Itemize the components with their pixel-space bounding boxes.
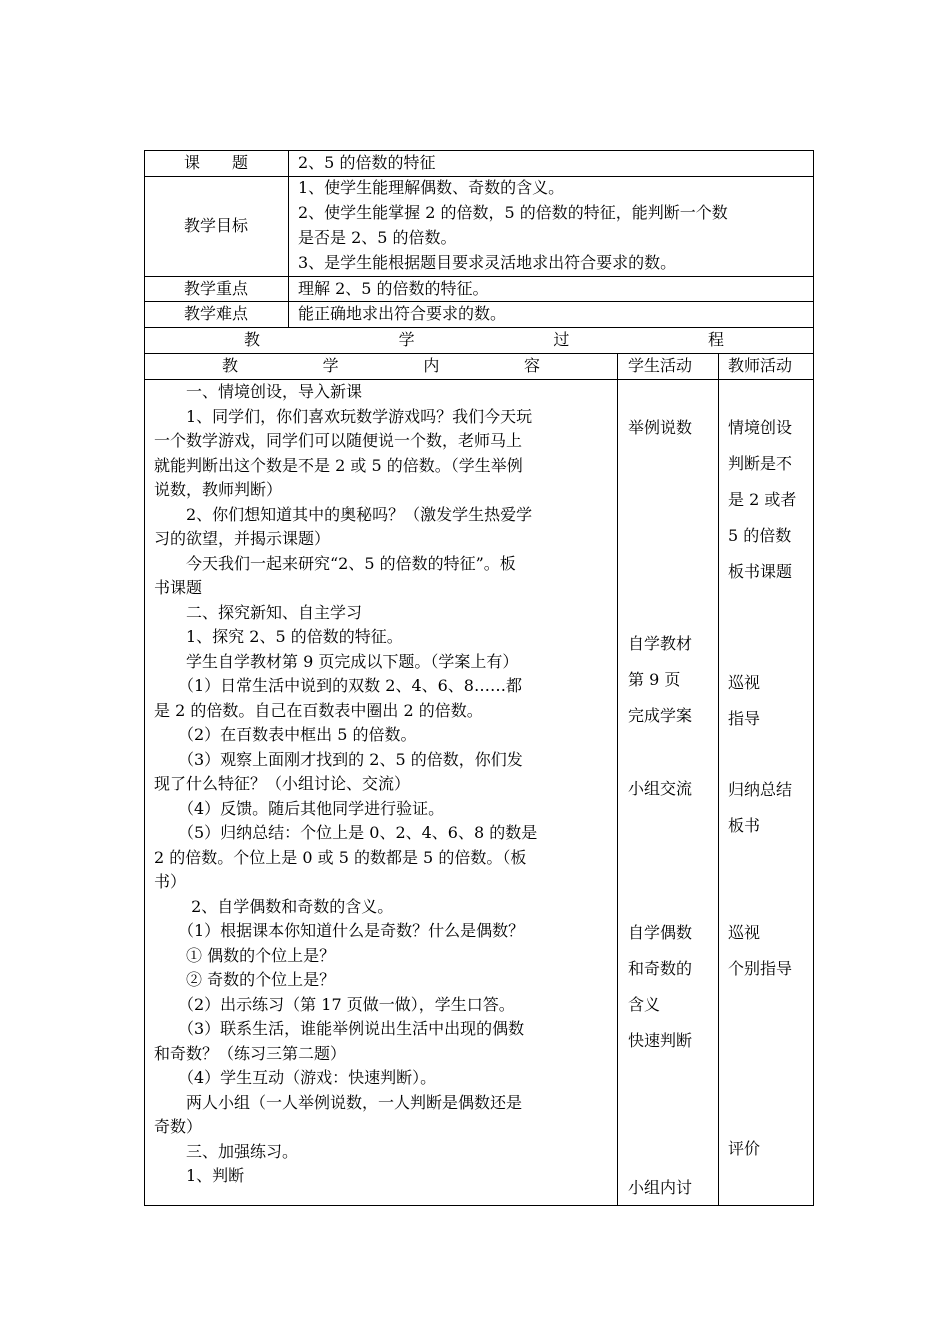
process-heading-char: 程 [707, 330, 724, 349]
student-note-line: 自学偶数 [628, 923, 693, 942]
content-line: 2、自学偶数和奇数的含义。 [154, 896, 394, 916]
student-note-line: 小组内讨 [628, 1178, 693, 1197]
goals-line: 是否是 2、5 的倍数。 [298, 228, 457, 247]
teacher-note-line: 是 2 或者 [728, 490, 797, 509]
content-line: ① 偶数的个位上是？ [154, 945, 336, 965]
goals-label: 教学目标 [183, 216, 248, 235]
content-line: 三、加强练习。 [154, 1141, 299, 1161]
teacher-note-line: 巡视 [728, 673, 761, 692]
content-line: 就能判断出这个数是不是 2 或 5 的倍数。（学生举例 [154, 455, 523, 475]
teacher-note [728, 772, 792, 844]
content-line: 1、同学们，你们喜欢玩数学游戏吗？我们今天玩 [154, 406, 533, 426]
content-line: 奇数） [154, 1117, 203, 1136]
student-note-line: 快速判断 [628, 1031, 693, 1050]
process-heading-char: 教 [244, 330, 261, 349]
content-line: 2、你们想知道其中的奥秘吗？（激发学生热爱学 [154, 504, 533, 524]
student-note [628, 1170, 692, 1206]
student-note [628, 410, 692, 446]
content-line: 书课题 [154, 578, 203, 597]
content-line: 现了什么特征？（小组讨论、交流） [154, 774, 411, 793]
topic-value: 2、5 的倍数的特征 [298, 153, 436, 172]
goals-line: 2、使学生能掌握 2 的倍数，5 的倍数的特征，能判断一个数 [298, 203, 728, 222]
difficulty-value: 能正确地求出符合要求的数。 [298, 304, 507, 323]
student-column-divider [617, 353, 618, 1206]
teacher-note-line: 5 的倍数 [728, 526, 792, 545]
content-line: （4）反馈。随后其他同学进行验证。 [154, 798, 445, 818]
content-line: （3）联系生活，谁能举例说出生活中出现的偶数 [154, 1019, 525, 1038]
label-column-divider [288, 150, 289, 327]
teacher-note-line: 板书 [728, 816, 761, 835]
teacher-note-line: 指导 [728, 709, 761, 728]
content-line: 1、探究 2、5 的倍数的特征。 [154, 627, 403, 646]
table-border-bottom [144, 1205, 814, 1206]
student-note-line: 第 9 页 [628, 670, 681, 689]
content-line: 两人小组（一人举例说数，一人判断是偶数还是 [154, 1092, 523, 1112]
content-line: （2）在百数表中框出 5 的倍数。 [154, 725, 417, 744]
content-line: 2 的倍数。个位上是 0 或 5 的数都是 5 的倍数。（板 [154, 847, 527, 867]
student-note [628, 771, 692, 807]
student-note [628, 915, 692, 1059]
content-line: （1）日常生活中说到的双数 2、4、6、8……都 [154, 676, 522, 695]
student-note-line: 举例说数 [628, 418, 693, 437]
content-line: 二、探究新知、自主学习 [154, 602, 363, 622]
teacher-note [728, 1131, 760, 1167]
content-line: （3）观察上面刚才找到的 2、5 的倍数，你们发 [154, 749, 523, 769]
teacher-note [728, 410, 796, 590]
teacher-note-line: 个别指导 [728, 959, 793, 978]
content-header-char: 内 [423, 356, 440, 375]
student-column-header: 学生活动 [628, 356, 693, 375]
teacher-note-line: 判断是不 [728, 454, 793, 473]
content-text [154, 380, 537, 1189]
focus-label: 教学重点 [183, 279, 248, 298]
goals-line: 3、是学生能根据题目要求灵活地求出符合要求的数。 [298, 253, 677, 272]
content-line: 一、情境创设，导入新课 [154, 382, 363, 401]
student-note-line: 完成学案 [628, 706, 693, 725]
content-line: （4）学生互动（游戏：快速判断）。 [154, 1068, 437, 1087]
teacher-column-header: 教师活动 [728, 356, 793, 375]
process-heading-char: 过 [553, 330, 570, 349]
content-line: 和奇数？（练习三第二题） [154, 1043, 347, 1063]
focus-value: 理解 2、5 的倍数的特征。 [298, 279, 489, 298]
student-note-line: 自学教材 [628, 634, 693, 653]
content-line: 学生自学教材第 9 页完成以下题。（学案上有） [154, 651, 519, 671]
process-heading [244, 328, 724, 352]
teacher-note [728, 915, 792, 987]
content-line: 书） [154, 872, 187, 891]
student-note-line: 含义 [628, 995, 661, 1014]
teacher-note-line: 评价 [728, 1139, 761, 1158]
content-line: （1）根据课本你知道什么是奇数？什么是偶数？ [154, 921, 525, 940]
topic-label: 课 题 [183, 153, 248, 172]
content-line: （2）出示练习（第 17 页做一做），学生口答。 [154, 994, 515, 1014]
student-note-line: 小组交流 [628, 779, 693, 798]
teacher-note-line: 板书课题 [728, 562, 793, 581]
process-heading-char: 学 [398, 330, 415, 349]
content-line: 今天我们一起来研究“2、5 的倍数的特征”。板 [154, 553, 516, 573]
teacher-note-line: 情境创设 [728, 418, 793, 437]
difficulty-label: 教学难点 [183, 304, 248, 323]
student-note [628, 626, 692, 734]
content-header-char: 教 [222, 356, 239, 375]
content-header-char: 容 [523, 356, 540, 375]
content-column-header [222, 354, 540, 378]
content-line: 说数，教师判断） [154, 480, 283, 499]
table-border-right [813, 150, 814, 1206]
content-line: 1、判断 [154, 1166, 245, 1185]
content-header-char: 学 [322, 356, 339, 375]
teacher-note [728, 665, 760, 737]
teacher-note-line: 巡视 [728, 923, 761, 942]
content-line: ② 奇数的个位上是？ [154, 970, 336, 989]
content-line: 习的欲望，并揭示课题） [154, 529, 331, 548]
student-note-line: 和奇数的 [628, 959, 693, 978]
content-line: 一个数学游戏，同学们可以随便说一个数，老师马上 [154, 431, 523, 450]
teacher-column-divider [718, 353, 719, 1206]
content-line: （5）归纳总结：个位上是 0、2、4、6、8 的数是 [154, 823, 538, 842]
teacher-note-line: 归纳总结 [728, 780, 793, 799]
goals-line: 1、使学生能理解偶数、奇数的含义。 [298, 178, 565, 197]
content-line: 是 2 的倍数。自己在百数表中圈出 2 的倍数。 [154, 700, 483, 720]
